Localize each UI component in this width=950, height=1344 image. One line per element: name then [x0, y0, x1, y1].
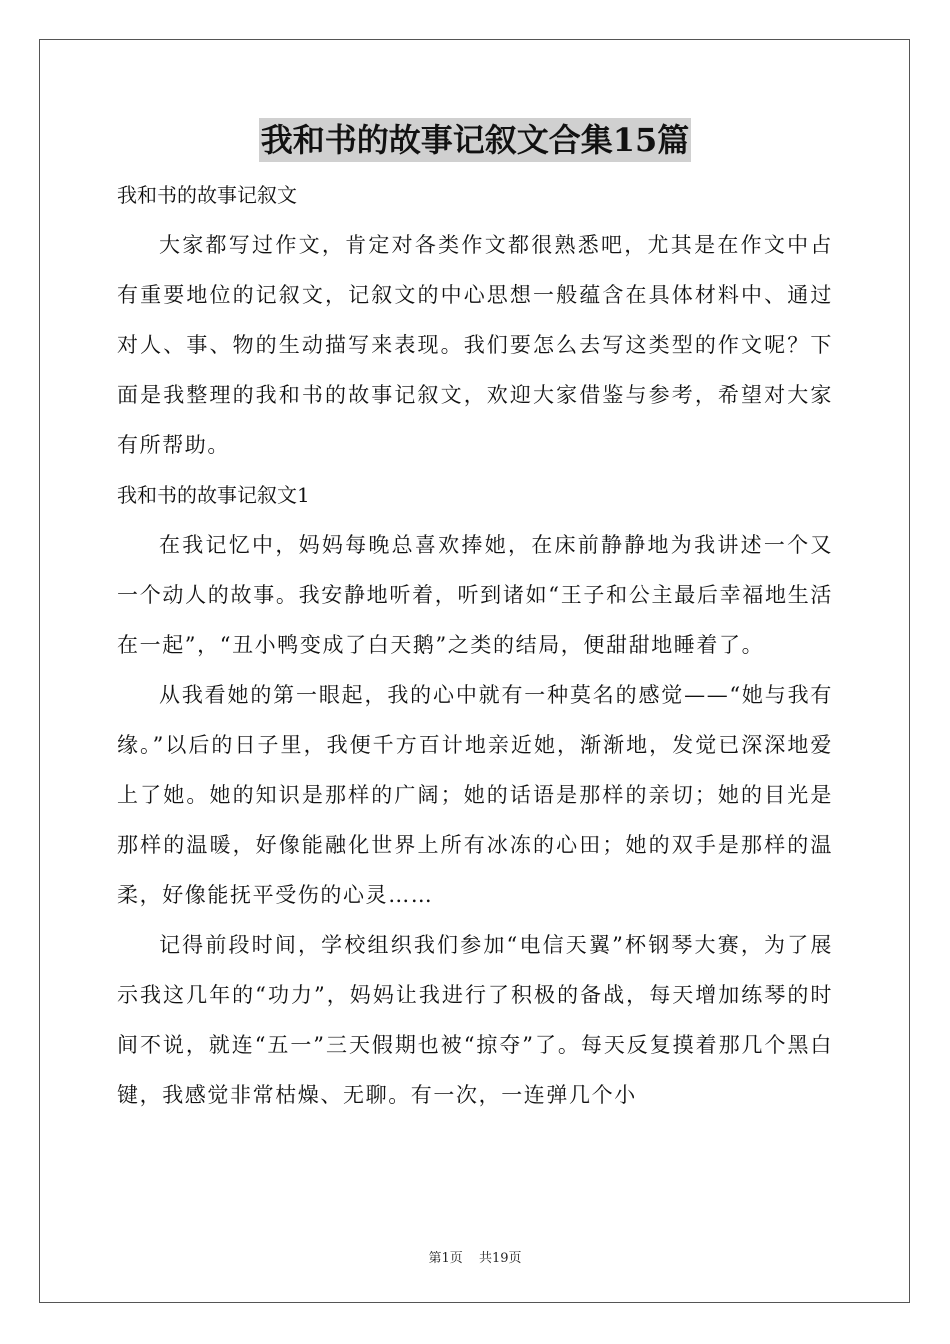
body-paragraph: 记得前段时间，学校组织我们参加“电信天翼”杯钢琴大赛，为了展示我这几年的“功力”，妈妈让我进行了积极的备战，每天增加练琴的时间不说，就连“五一”三天假期也被“掠夺”了。每天反复摸着那几个黑白键，我感觉非常枯燥、无聊。有一次，一连弹几个小 — [117, 933, 833, 1107]
intro-paragraph: 大家都写过作文，肯定对各类作文都很熟悉吧，尤其是在作文中占有重要地位的记叙文，记叙文的中心思想一般蕴含在具体材料中、通过对人、事、物的生动描写来表现。我们要怎么去写这类型的作文呢？下面是我整理的我和书的故事记叙文，欢迎大家借鉴与参考，希望对大家有所帮助。 — [117, 233, 833, 457]
page-total: 共19页 — [478, 1251, 522, 1266]
page-footer — [0, 1247, 950, 1266]
subtitle: 我和书的故事记叙文 — [117, 183, 297, 207]
document-body — [117, 118, 833, 1120]
document-title: 我和书的故事记叙文合集15篇 — [259, 118, 692, 162]
body-paragraph: 从我看她的第一眼起，我的心中就有一种莫名的感觉——“她与我有缘。”以后的日子里，我便千方百计地亲近她，渐渐地，发觉已深深地爱上了她。她的知识是那样的广阔；她的话语是那样的亲切；她的目光是那样的温暖，好像能融化世界上所有冰冻的心田；她的双手是那样的温柔，好像能抚平受伤的心灵…… — [117, 683, 833, 907]
page-number: 第1页 — [428, 1251, 463, 1266]
title-wrap — [117, 118, 833, 162]
section-heading: 我和书的故事记叙文1 — [117, 483, 310, 507]
body-paragraph: 在我记忆中，妈妈每晚总喜欢捧她，在床前静静地为我讲述一个又一个动人的故事。我安静地听着，听到诸如“王子和公主最后幸福地生活在一起”，“丑小鸭变成了白天鹅”之类的结局，便甜甜地睡着了。 — [117, 533, 833, 657]
